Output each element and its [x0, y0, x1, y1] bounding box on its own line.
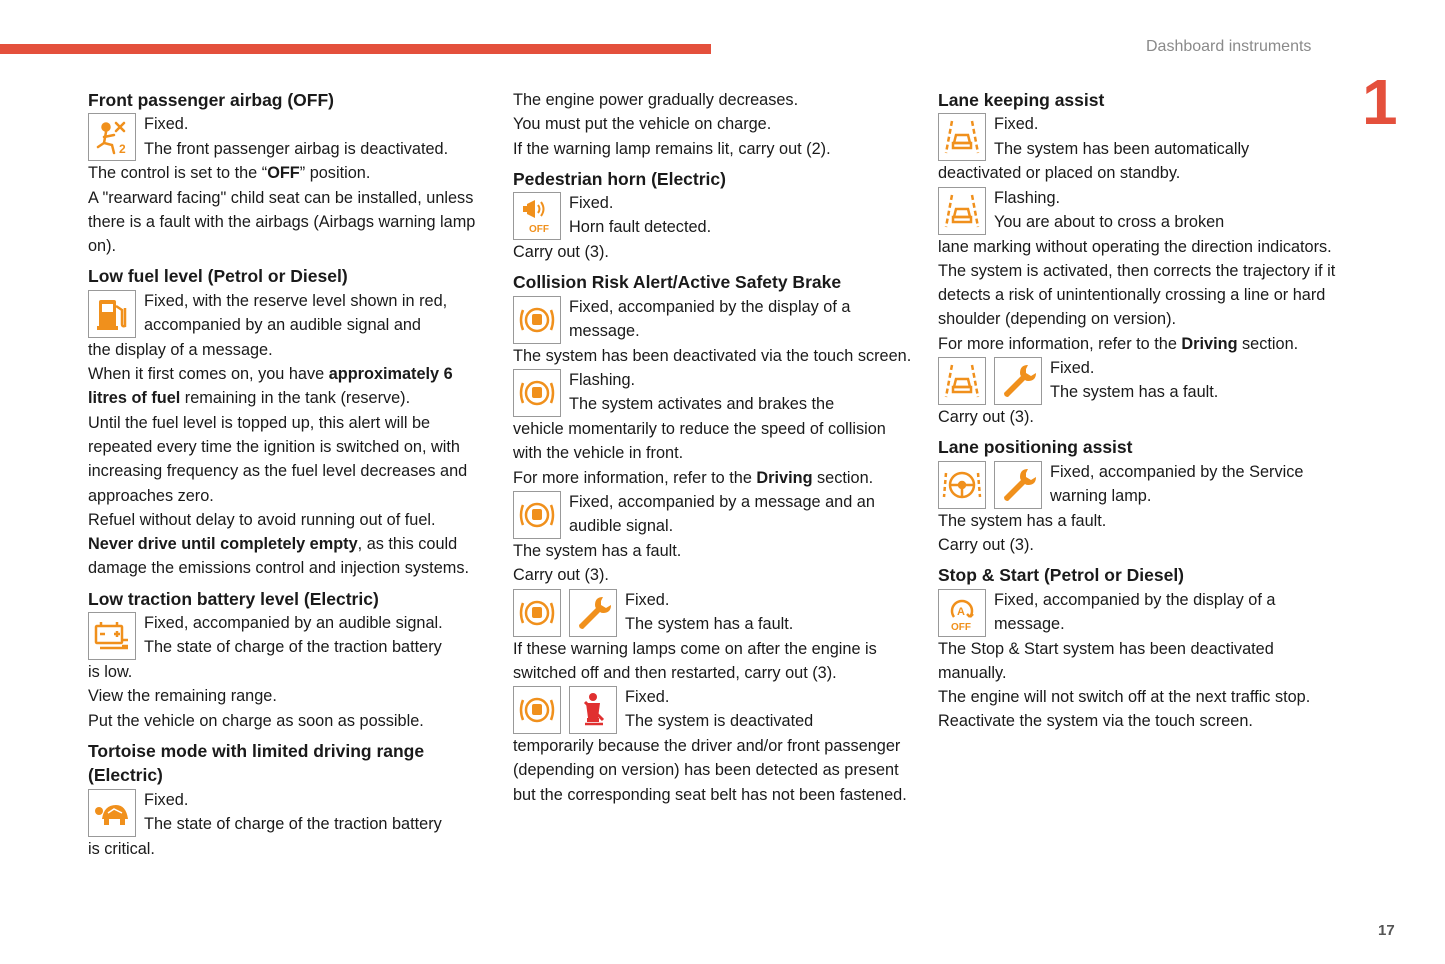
heading-fuel: Low fuel level (Petrol or Diesel)	[88, 266, 348, 287]
svg-text:2: 2	[119, 142, 126, 157]
text: Fixed, accompanied by the Service warning lamp.	[1050, 462, 1304, 505]
text: Fixed.	[625, 688, 670, 707]
text: is low.	[88, 663, 133, 682]
text: is critical.	[88, 839, 155, 858]
text: Fixed.	[1050, 359, 1095, 378]
heading-tortoise: Tortoise mode with limited driving range (Electric)	[88, 740, 425, 786]
text: The system has a fault.	[625, 614, 794, 633]
collision-alert-icon	[513, 369, 561, 417]
text: The system is deactivated	[625, 712, 814, 731]
text: A "rearward facing" child seat can be installed, unless there is a fault with the airbags (Airbags warning lamp on).	[88, 188, 476, 256]
heading-lane-keeping: Lane keeping assist	[938, 90, 1105, 110]
lane-keeping-icon	[938, 357, 986, 405]
text: The system has a fault.	[1050, 383, 1219, 402]
text: You are about to cross a broken	[994, 212, 1225, 231]
text: lane marking without operating the direction indicators.	[938, 237, 1332, 256]
text: Reactivate the system via the touch screen.	[938, 712, 1253, 731]
svg-text:A: A	[957, 605, 965, 618]
text: The state of charge of the traction battery	[144, 638, 442, 657]
text: vehicle momentarily to reduce the speed of collision with the vehicle in front.	[513, 420, 886, 463]
text: You must put the vehicle on charge.	[513, 115, 772, 134]
text: The engine will not switch off at the next traffic stop.	[938, 688, 1311, 707]
text: The system activates and brakes the	[569, 395, 835, 414]
text: Carry out (3).	[938, 408, 1034, 427]
collision-alert-icon	[513, 296, 561, 344]
page-number: 17	[1378, 922, 1395, 939]
text: View the remaining range.	[88, 687, 277, 706]
text: Horn fault detected.	[569, 218, 712, 237]
text: Fixed.	[144, 115, 189, 134]
text: Carry out (3).	[513, 243, 609, 262]
stop-start-off-icon	[938, 589, 986, 637]
battery-icon	[88, 612, 136, 660]
svg-text:OFF: OFF	[951, 621, 971, 633]
text: Refuel without delay to avoid running out of fuel.	[88, 510, 436, 529]
lane-keeping-icon	[938, 187, 986, 235]
section-title: Dashboard instruments	[1146, 38, 1312, 55]
heading-battery: Low traction battery level (Electric)	[88, 588, 379, 609]
airbag-off-icon	[88, 113, 136, 161]
column-3	[938, 88, 1338, 734]
text: Fixed, accompanied by the display of a message.	[994, 590, 1276, 633]
lane-keeping-icon	[938, 113, 986, 161]
text: Fixed, accompanied by an audible signal.	[144, 614, 443, 633]
heading-collision: Collision Risk Alert/Active Safety Brake	[513, 272, 842, 293]
text: Never drive until completely empty, as this could damage the emissions control and injection systems.	[88, 535, 469, 578]
text: Fixed.	[625, 590, 670, 609]
text: The front passenger airbag is deactivated.	[144, 139, 449, 158]
text: When it first comes on, you have approximately 6 litres of fuel remaining in the tank (reserve).	[88, 365, 453, 408]
collision-alert-icon	[513, 686, 561, 734]
text: Fixed, accompanied by the display of a message.	[569, 297, 851, 341]
header-accent-bar	[0, 44, 711, 54]
text: Put the vehicle on charge as soon as possible.	[88, 711, 424, 730]
text: For more information, refer to the Driving section.	[513, 468, 874, 487]
text: deactivated or placed on standby.	[938, 164, 1181, 183]
heading-horn: Pedestrian horn (Electric)	[513, 168, 726, 189]
text: Fixed, accompanied by a message and an audible signal.	[569, 492, 875, 536]
text: Carry out (3).	[513, 566, 609, 585]
heading-stop-start: Stop & Start (Petrol or Diesel)	[938, 565, 1185, 586]
lane-positioning-icon	[938, 461, 986, 509]
text: Flashing.	[569, 371, 636, 390]
seatbelt-icon	[569, 686, 617, 734]
collision-alert-icon	[513, 491, 561, 539]
fuel-pump-icon	[88, 290, 136, 338]
text: Fixed.	[994, 115, 1039, 134]
text: The system has been automatically	[994, 139, 1250, 158]
text: temporarily because the driver and/or front passenger (depending on version) has been detected as present but the corresponding seat belt has not been fastened.	[513, 737, 907, 804]
text: The state of charge of the traction battery	[144, 814, 442, 833]
text: The system is activated, then corrects the trajectory if it detects a risk of unintentionally crossing a line or hard shoulder (depending on version).	[938, 261, 1336, 329]
horn-off-icon	[513, 192, 561, 240]
wrench-icon	[994, 357, 1042, 405]
text: Until the fuel level is topped up, this alert will be repeated every time the ignition is switched on, with increasing frequency as the fuel level decreases and approaches zero.	[88, 413, 468, 505]
text: Fixed.	[569, 194, 614, 213]
heading-airbag: Front passenger airbag (OFF)	[88, 90, 334, 110]
text: The system has a fault.	[938, 511, 1107, 530]
chapter-number: 1	[1362, 66, 1398, 138]
text: Flashing.	[994, 188, 1061, 207]
column-2	[513, 88, 913, 807]
heading-lane-positioning: Lane positioning assist	[938, 437, 1133, 458]
text: Carry out (3).	[938, 535, 1034, 554]
column-1	[88, 88, 488, 861]
text: Fixed, with the reserve level shown in red, accompanied by an audible signal and	[144, 291, 448, 335]
text: the display of a message.	[88, 340, 273, 359]
svg-text:OFF: OFF	[529, 224, 549, 236]
text: Fixed.	[144, 790, 189, 809]
tortoise-icon	[88, 789, 136, 837]
text: The system has a fault.	[513, 541, 682, 560]
text: If these warning lamps come on after the engine is switched off and then restarted, carry out (3).	[513, 639, 877, 682]
text: The engine power gradually decreases.	[513, 91, 799, 109]
text: The Stop & Start system has been deactivated manually.	[938, 639, 1274, 682]
wrench-icon	[569, 589, 617, 637]
wrench-icon	[994, 461, 1042, 509]
collision-alert-icon	[513, 589, 561, 637]
text: The system has been deactivated via the touch screen.	[513, 346, 912, 365]
text: The control is set to the “OFF” position.	[88, 164, 371, 183]
text: If the warning lamp remains lit, carry out (2).	[513, 139, 831, 158]
text: For more information, refer to the Driving section.	[938, 334, 1299, 353]
